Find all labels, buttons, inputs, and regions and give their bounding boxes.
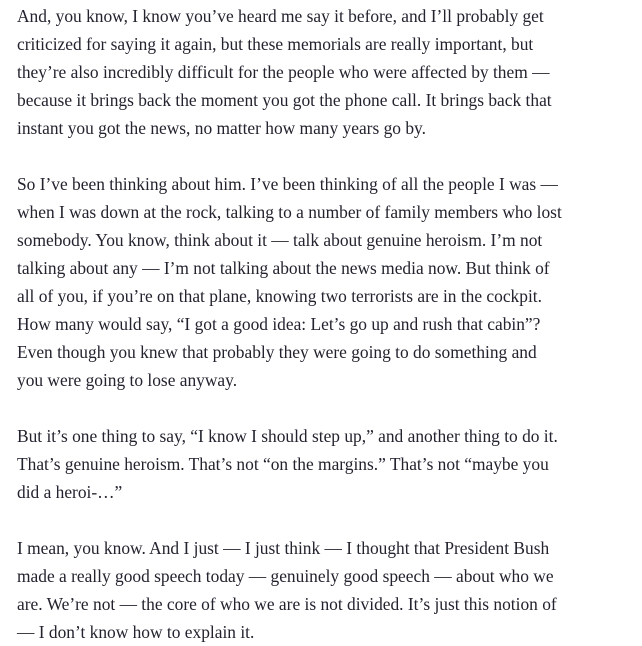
text-line: criticized for saying it again, but these memorials are really important, but — [17, 34, 534, 54]
text-line: did a heroi-…” — [17, 482, 123, 502]
text-line: because it brings back the moment you got the phone call. It brings back that — [17, 90, 552, 110]
text-line: And, you know, I know you’ve heard me say it before, and I’ll probably get — [17, 6, 544, 26]
text-line: are. We’re not — the core of who we are is not divided. It’s just this notion of — [17, 594, 557, 614]
text-line: talking about any — I’m not talking about the news media now. But think of — [17, 258, 550, 278]
text-line: That’s genuine heroism. That’s not “on the margins.” That’s not “maybe you — [17, 454, 549, 474]
text-line: you were going to lose anyway. — [17, 370, 238, 390]
text-line: I mean, you know. And I just — I just think — I thought that President Bush — [17, 538, 550, 558]
text-line: So I’ve been thinking about him. I’ve been thinking of all the people I was — — [17, 174, 558, 194]
text-line: made a really good speech today — genuinely good speech — about who we — [17, 566, 554, 586]
text-line: — I don’t know how to explain it. — [17, 622, 255, 642]
text-line: they’re also incredibly difficult for the people who were affected by them — — [17, 62, 550, 82]
paragraph-step-up — [17, 422, 642, 506]
text-line: How many would say, “I got a good idea: Let’s go up and rush that cabin”? — [17, 314, 541, 334]
text-line: when I was down at the rock, talking to a number of family members who lost — [17, 202, 562, 222]
text-line: instant you got the news, no matter how many years go by. — [17, 118, 426, 138]
text-line: all of you, if you’re on that plane, knowing two terrorists are in the cockpit. — [17, 286, 542, 306]
paragraph-memorials — [17, 2, 642, 142]
paragraph-speech — [17, 534, 642, 646]
paragraph-heroism — [17, 170, 642, 394]
text-line: somebody. You know, think about it — talk about genuine heroism. I’m not — [17, 230, 543, 250]
text-line: But it’s one thing to say, “I know I should step up,” and another thing to do it. — [17, 426, 558, 446]
text-line: Even though you knew that probably they were going to do something and — [17, 342, 537, 362]
